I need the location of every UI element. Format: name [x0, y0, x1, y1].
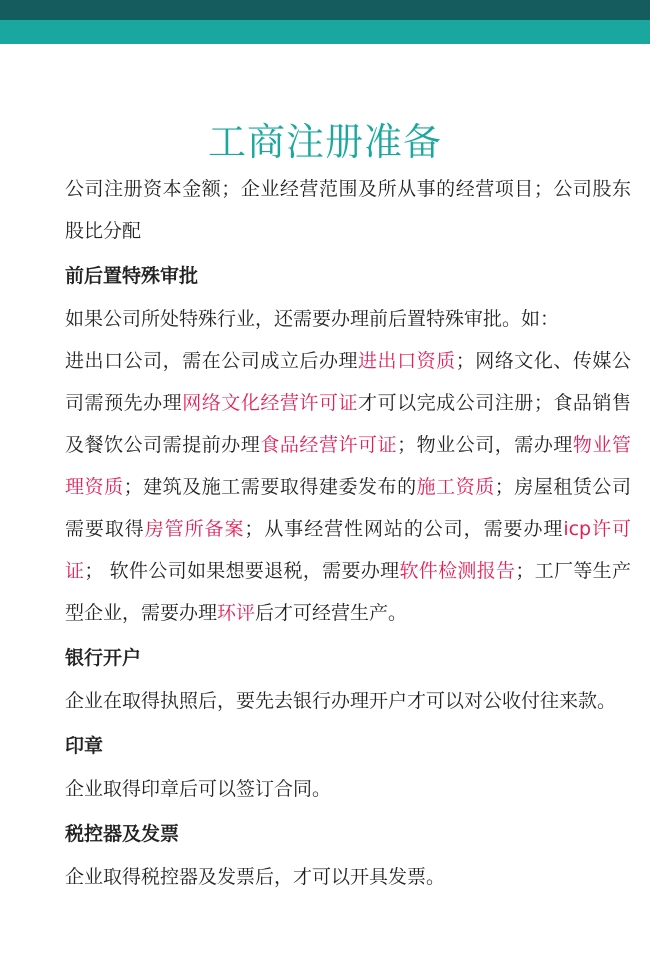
pre-approval-intro-line: 如果公司所处特殊行业，还需要办理前后置特殊审批。如： [65, 308, 560, 330]
intro-paragraph: 公司注册资本金额；企业经营范围及所从事的经营项目；公司股东股比分配 [65, 178, 631, 242]
highlight-import-export-license: 进出口资质 [358, 350, 456, 372]
highlight-software-test-report: 软件检测报告 [399, 560, 516, 582]
highlight-housing-filing: 房管所备案 [144, 518, 245, 540]
highlight-network-culture-permit: 网络文化经营许可证 [182, 392, 359, 414]
article-body [65, 168, 631, 898]
highlight-environmental-assessment: 环评 [217, 602, 256, 624]
seal-paragraph: 企业取得印章后可以签订合同。 [65, 778, 332, 800]
header-bar-dark [0, 0, 650, 20]
highlight-construction-qualification: 施工资质 [416, 476, 495, 498]
section-heading-seal: 印章 [65, 735, 104, 757]
section-heading-bank: 银行开户 [65, 647, 142, 669]
highlight-property-management-qualification: 物业管理资质 [65, 434, 631, 498]
section-heading-pre-approval: 前后置特殊审批 [65, 265, 199, 287]
section-heading-tax: 税控器及发票 [65, 823, 180, 845]
page-title: 工商注册准备 [207, 120, 442, 165]
highlight-icp-license: icp许可证 [65, 518, 631, 582]
pre-approval-paragraph: 如果公司所处特殊行业，还需要办理前后置特殊审批。如： 进出口公司，需在公司成立后办理进出口资质；网络文化、传媒公司需预先办理网络文化经营许可证才可以完成公司注册；食品销售及餐饮公司需提前办理食品经营许可证；物业公司，需办理物业管理资质；建筑及施工需要取得建委发布的施工资质；房屋租赁公司需要取得房管所备案；从事经营性网站的公司，需要办理icp许可证； 软件公司如果想要退税，需要办理软件检测报告；工厂等生产型企业，需要办理环评后才可经营生产。 [65, 308, 631, 624]
bank-paragraph: 企业在取得执照后，要先去银行办理开户才可以对公收付往来款。 [65, 690, 617, 712]
tax-paragraph: 企业取得税控器及发票后，才可以开具发票。 [65, 866, 446, 888]
header-bar-teal [0, 20, 650, 44]
highlight-food-permit: 食品经营许可证 [260, 434, 398, 456]
